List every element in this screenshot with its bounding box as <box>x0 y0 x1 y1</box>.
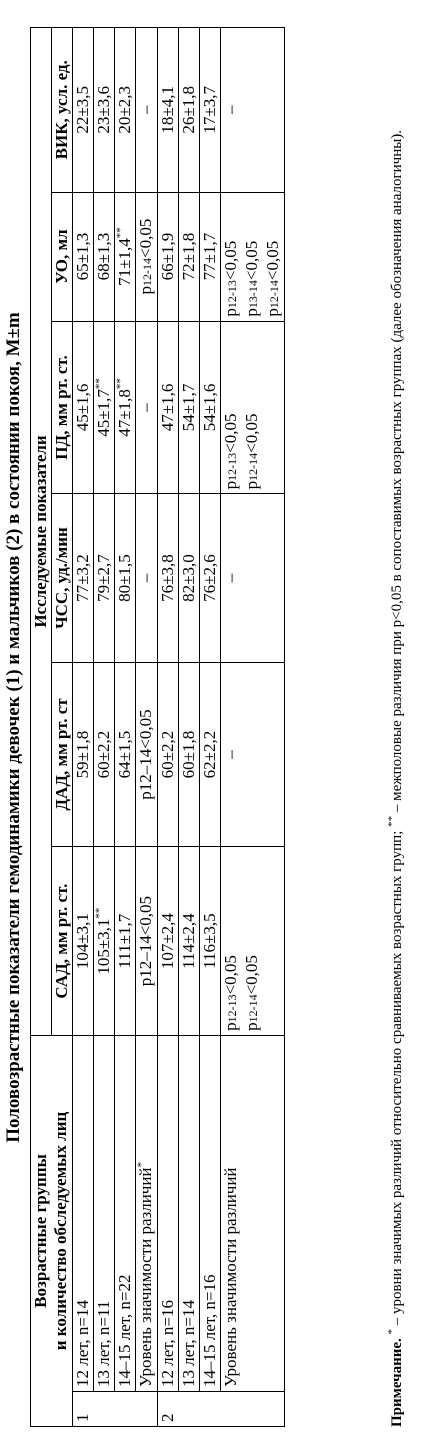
value-cell <box>221 321 285 494</box>
col-dad: ДАД, мм рт. ст <box>52 662 73 847</box>
value-cell: 60±1,8 <box>179 662 200 847</box>
value-cell <box>115 192 136 321</box>
note-star: * <box>386 1328 398 1335</box>
p-line <box>221 851 242 1031</box>
p-subscript: 12-14 <box>267 280 281 309</box>
sex-diff-mark: ** <box>93 907 106 919</box>
p-line <box>221 197 242 317</box>
value-cell <box>221 192 285 321</box>
p-symbol: p <box>136 286 155 295</box>
value-cell: 76±3,8 <box>158 494 179 662</box>
note-label: Примечание. <box>389 1338 405 1427</box>
col-hr: ЧСС, уд./мин <box>52 494 73 662</box>
value-cell: 60±2,2 <box>94 662 115 847</box>
p-value: <0,05 <box>242 955 261 995</box>
sex-diff-mark: ** <box>114 378 127 390</box>
page-title: Половозрастные показатели гемодинамики девочек (1) и мальчиков (2) в состоянии покоя, M±m <box>3 312 24 1143</box>
p-symbol: p <box>242 308 261 317</box>
value-cell: 64±1,5 <box>115 662 136 847</box>
p-value: <0,05 <box>221 240 240 281</box>
value-cell: 72±1,8 <box>179 192 200 321</box>
group-cell: 13 лет, n=14 <box>179 1035 200 1391</box>
value-cell: 82±3,0 <box>179 494 200 662</box>
table-row <box>200 28 221 1427</box>
note-text-1: – уровни значимых различий относительно сравниваемых возрастных групп; <box>389 830 405 1329</box>
table-row <box>179 28 200 1427</box>
value-cell: 107±2,4 <box>158 847 179 1036</box>
p-line <box>242 326 263 490</box>
p-value: <0,05 <box>221 413 240 453</box>
p-subscript: 12-13 <box>225 994 239 1023</box>
value-cell: 47±1,6 <box>158 321 179 494</box>
group-cell: 12 лет, n=16 <box>158 1035 179 1391</box>
p-line <box>242 851 263 1031</box>
value-cell: 62±2,2 <box>200 662 221 847</box>
value-cell: 20±2,3 <box>115 28 136 193</box>
value-cell: p12–14<0,05 <box>136 847 158 1036</box>
value-cell: 23±3,6 <box>94 28 115 193</box>
p-subscript: 12-13 <box>225 280 239 309</box>
value-text: 71±1,4 <box>115 238 134 286</box>
col-vik: ВИК, усл. ед. <box>52 28 73 193</box>
value-cell: 76±2,6 <box>200 494 221 662</box>
p-subscript: 12-14 <box>140 258 154 287</box>
group-cell: 12 лет, n=14 <box>73 1035 94 1391</box>
hemodynamics-table <box>30 27 285 1427</box>
value-cell <box>115 321 136 494</box>
significance-label: Уровень значимости различий <box>221 1035 285 1391</box>
p-symbol: p <box>242 480 261 490</box>
sex-diff-mark: ** <box>114 227 127 239</box>
value-cell: 26±1,8 <box>179 28 200 193</box>
value-text: 45±1,7 <box>94 389 113 437</box>
value-cell: 17±3,7 <box>200 28 221 193</box>
value-text: 105±3,1 <box>94 918 113 975</box>
value-cell <box>221 847 285 1036</box>
value-cell: – <box>221 494 285 662</box>
col-pd: ПД, мм рт. ст. <box>52 321 73 494</box>
p-symbol: p <box>263 308 282 317</box>
p-value: <0,05 <box>136 218 155 259</box>
p-line <box>263 197 284 317</box>
value-cell: 54±1,7 <box>179 321 200 494</box>
value-cell <box>136 192 158 321</box>
note-text-2: – межполовые различия при p<0,05 в сопоставимых возрастных группах (далее обозначения аналогичны). <box>389 129 405 816</box>
group-column-header <box>31 1035 73 1426</box>
group-header-line2: и количество обследуемых лиц <box>51 1111 70 1351</box>
value-cell <box>94 847 115 1036</box>
significance-row <box>221 28 285 1427</box>
header-row-1 <box>31 28 52 1427</box>
value-cell: 114±2,4 <box>179 847 200 1036</box>
value-cell: – <box>136 494 158 662</box>
significance-mark: * <box>135 1161 148 1168</box>
section-number: 2 <box>158 1392 285 1427</box>
value-cell: 77±1,7 <box>200 192 221 321</box>
p-subscript: 12-14 <box>246 994 260 1023</box>
p-symbol: p <box>221 308 240 317</box>
value-cell: 18±4,1 <box>158 28 179 193</box>
value-cell: – <box>221 28 285 193</box>
significance-row <box>136 28 158 1427</box>
col-uo: УО, мл <box>52 192 73 321</box>
p-value: <0,05 <box>242 240 261 281</box>
value-cell: 59±1,8 <box>73 662 94 847</box>
p-value: <0,05 <box>221 955 240 995</box>
value-cell: 77±3,2 <box>73 494 94 662</box>
value-cell: – <box>136 28 158 193</box>
value-cell: 104±3,1 <box>73 847 94 1036</box>
value-cell: 22±3,5 <box>73 28 94 193</box>
value-cell: 45±1,6 <box>73 321 94 494</box>
group-cell: 14–15 лет, n=16 <box>200 1035 221 1391</box>
table-row <box>73 28 94 1427</box>
col-sad: САД, мм рт. ст. <box>52 847 73 1036</box>
value-cell: 68±1,3 <box>94 192 115 321</box>
p-symbol: p <box>242 1022 261 1031</box>
significance-label-text: Уровень значимости различий <box>136 1167 155 1387</box>
p-line <box>221 326 242 490</box>
table-row <box>115 28 136 1427</box>
significance-label <box>136 1035 158 1391</box>
value-cell: p12–14<0,05 <box>136 662 158 847</box>
value-cell: – <box>136 321 158 494</box>
value-cell: 80±1,5 <box>115 494 136 662</box>
value-cell: 65±1,3 <box>73 192 94 321</box>
p-subscript: 12-14 <box>246 452 260 481</box>
p-value: <0,05 <box>263 240 282 281</box>
group-header-line1: Возрастные группы <box>31 1154 50 1308</box>
table-row <box>158 28 179 1427</box>
value-cell: 116±3,5 <box>200 847 221 1036</box>
group-cell: 14–15 лет, n=22 <box>115 1035 136 1391</box>
value-cell: – <box>221 662 285 847</box>
p-symbol: p <box>221 480 240 490</box>
value-text: 47±1,8 <box>115 389 134 437</box>
value-cell: 54±1,6 <box>200 321 221 494</box>
group-cell: 13 лет, n=11 <box>94 1035 115 1391</box>
section-number: 1 <box>73 1392 158 1427</box>
table-row <box>94 28 115 1427</box>
value-cell: 60±2,2 <box>158 662 179 847</box>
value-cell: 66±1,9 <box>158 192 179 321</box>
p-value: <0,05 <box>242 413 261 453</box>
value-cell <box>94 321 115 494</box>
sex-diff-mark: ** <box>93 378 106 390</box>
p-subscript: 12-13 <box>225 452 239 481</box>
value-cell: 79±2,7 <box>94 494 115 662</box>
studied-header: Исследуемые показатели <box>31 28 52 1036</box>
p-subscript: 13-14 <box>246 280 260 309</box>
p-line <box>242 197 263 317</box>
value-cell: 111±1,7 <box>115 847 136 1036</box>
footnote <box>388 22 407 1427</box>
note-dstar: ** <box>386 815 398 827</box>
p-symbol: p <box>221 1022 240 1031</box>
